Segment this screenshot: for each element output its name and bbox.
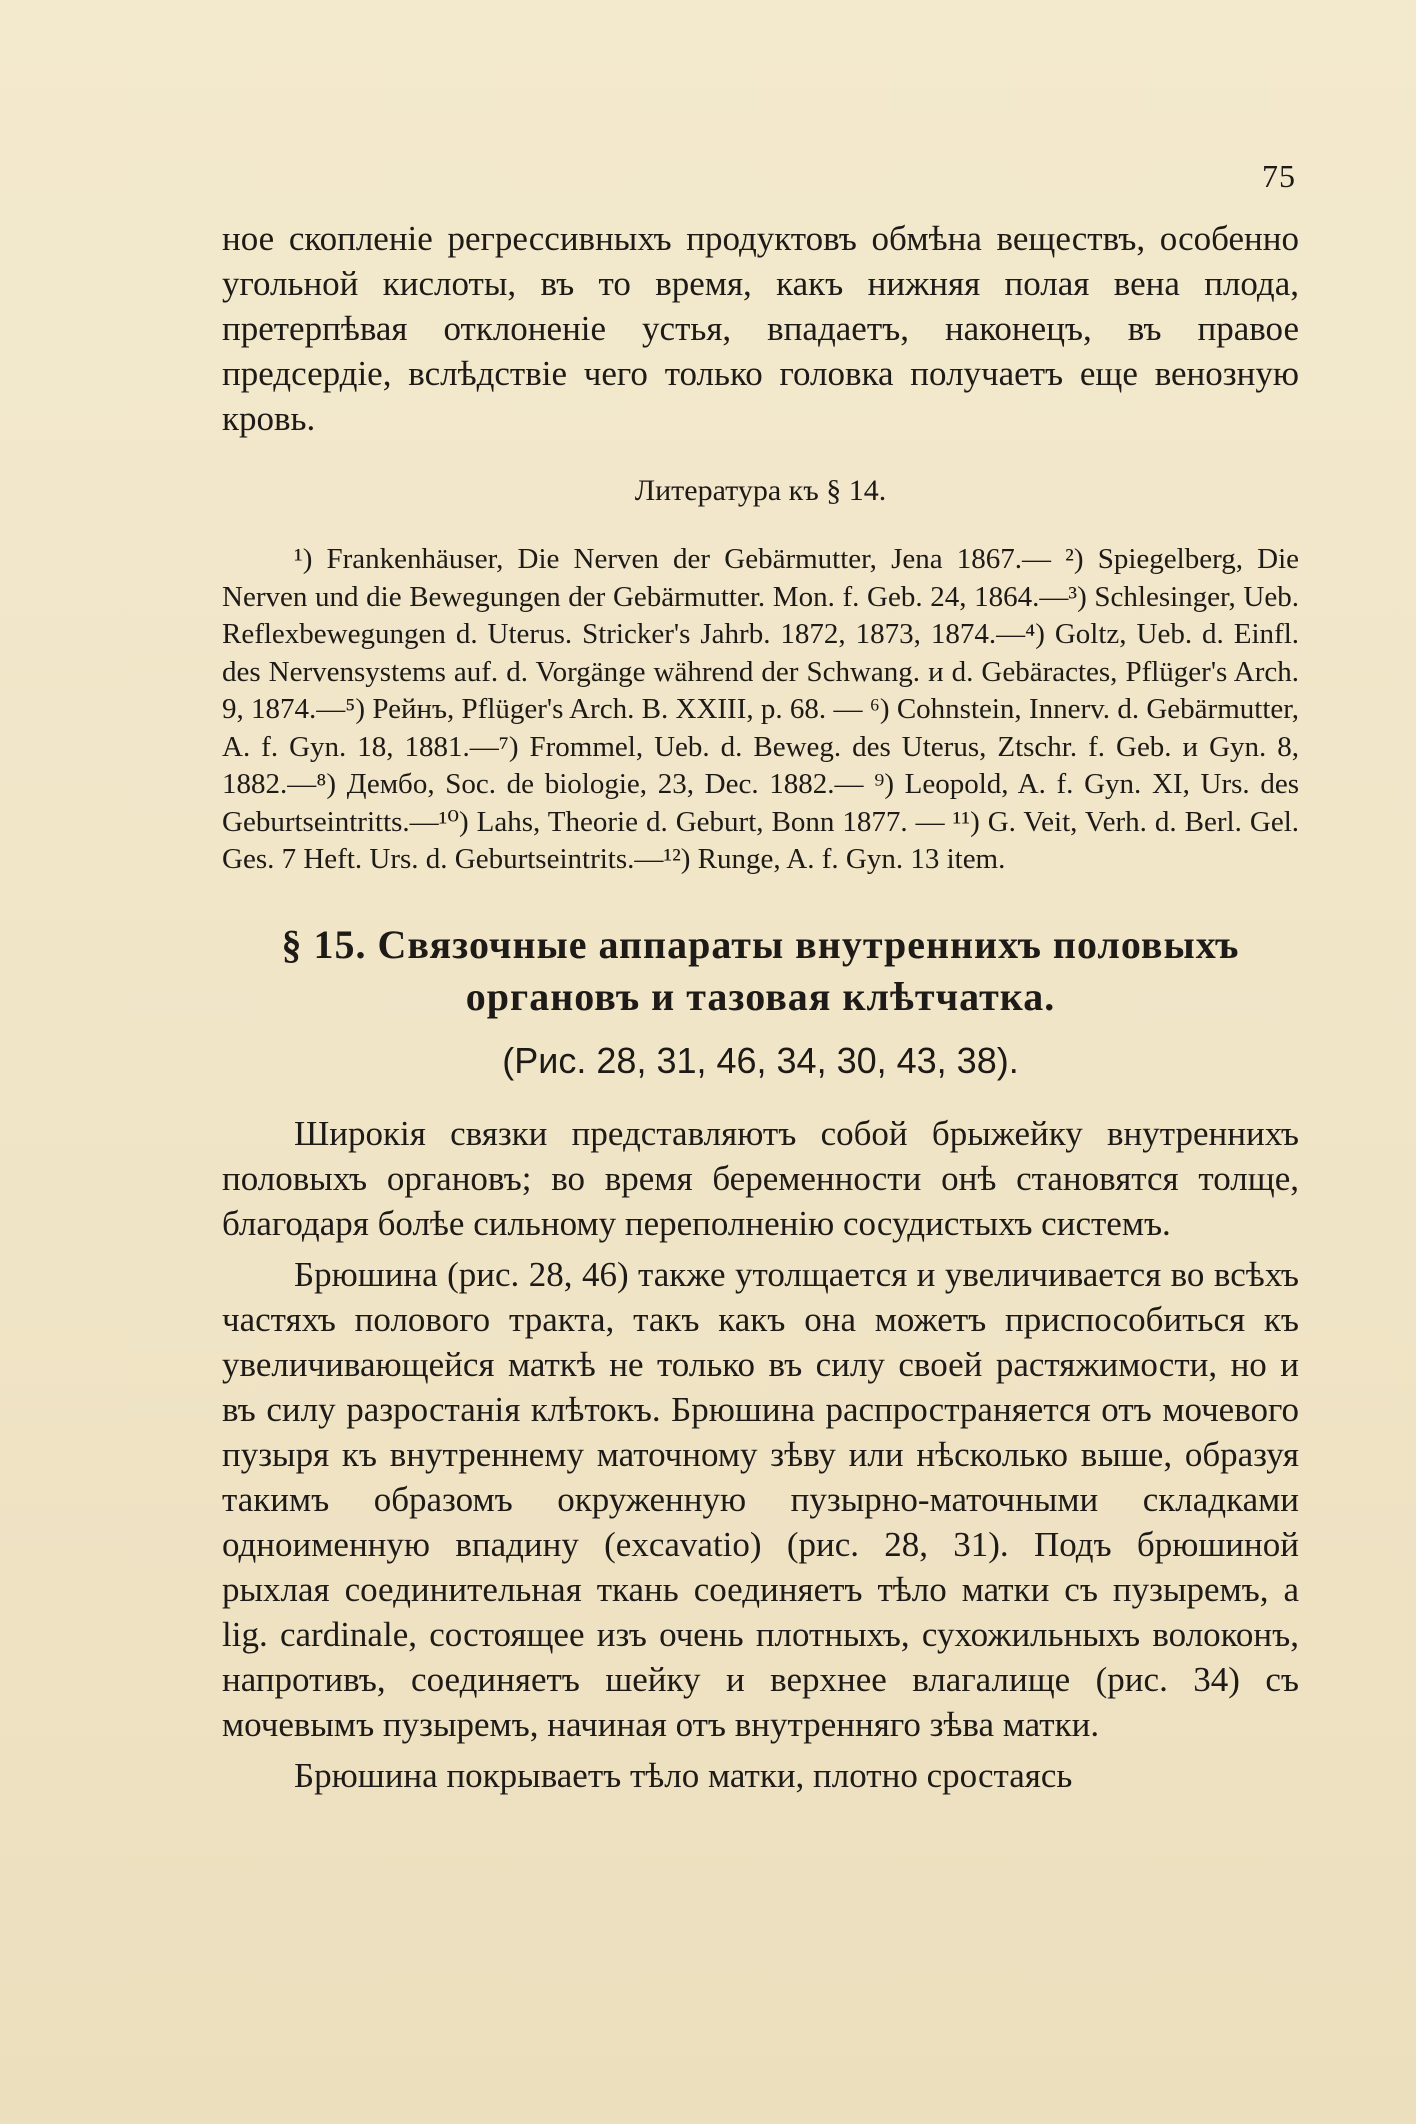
literature-references: ¹) Frankenhäuser, Die Nerven der Gebärmutter, Jena 1867.— ²) Spiegelberg, Die Nerven und die Bewegungen der Gebärmutter. Mon. f. Geb. 24, 1864.—³) Schlesinger, Ueb. Reflexbewegungen d. Uterus. Stricker's Jahrb. 1872, 1873, 1874.—⁴) Goltz, Ueb. d. Einfl. des Nervensystems auf. d. Vorgänge während der Schwang. и d. Gebäractes, Pflüger's Arch. 9, 1874.—⁵) Рейнъ, Pflüger's Arch. B. XXIII, p. 68. — ⁶) Cohnstein, Innerv. d. Gebärmutter, A. f. Gyn. 18, 1881.—⁷) Frommel, Ueb. d. Beweg. des Uterus, Ztschr. f. Geb. и Gyn. 8, 1882.—⁸) Дембо, Soc. de biologie, 23, Dec. 1882.— ⁹) Leopold, A. f. Gyn. XI, Urs. des Geburtseintritts.—¹⁰) Lahs, Theorie d. Geburt, Bonn 1877. — ¹¹) G. Veit, Verh. d. Berl. Gel. Ges. 7 Heft. Urs. d. Geburtseintrits.—¹²) Runge, A. f. Gyn. 13 item. [222, 543, 1299, 875]
intro-paragraph: ное скопленіе регрессивныхъ продуктовъ обмѣна веществъ, особенно угольной кислоты, въ то время, какъ нижняя полая вена плода, претерпѣвая отклоненіе устья, впадаетъ, наконецъ, въ правое предсердіе, вслѣдствіе чего только головка получаетъ еще венозную кровь. [222, 219, 1299, 438]
body-paragraph: Широкія связки представляютъ собой брыжейку внутреннихъ половыхъ органовъ; во время беременности онѣ становятся толще, благодаря болѣе сильному переполненію сосудистыхъ системъ. [222, 1113, 1299, 1243]
page-content [222, 216, 1299, 1798]
section-title [222, 919, 1299, 1023]
literature-heading: Литература къ § 14. [634, 474, 887, 507]
body-paragraph: Брюшина (рис. 28, 46) также утолщается и увеличивается во всѣхъ частяхъ полового тракта, такъ какъ она можетъ приспособиться къ увеличивающейся маткѣ не только въ силу своей растяжимости, но и въ силу разростанія клѣтокъ. Брюшина распространяется отъ мочевого пузыря къ внутреннему маточному зѣву или нѣсколько выше, образуя такимъ образомъ окруженную пузырно-маточными складками одноименную впадину (excavatio) (рис. 28, 31). Подъ брюшиной рыхлая соединительная ткань соединяетъ тѣло матки съ пузыремъ, а lig. cardinale, состоящее изъ очень плотныхъ, сухожильныхъ волоконъ, напротивъ, соединяетъ шейку и верхнее влагалище (рис. 34) съ мочевымъ пузыремъ, начиная отъ внутренняго зѣва матки. [222, 1254, 1299, 1744]
section-title-line-2: органовъ и тазовая клѣтчатка. [465, 973, 1056, 1019]
figure-references: (Рис. 28, 31, 46, 34, 30, 43, 38). [502, 1039, 1019, 1081]
body-paragraph: Брюшина покрываетъ тѣло матки, плотно сростаясь [294, 1755, 1073, 1795]
page-number: 75 [1262, 158, 1296, 194]
section-title-line-1: § 15. Связочные аппараты внутреннихъ половыхъ [281, 921, 1240, 967]
